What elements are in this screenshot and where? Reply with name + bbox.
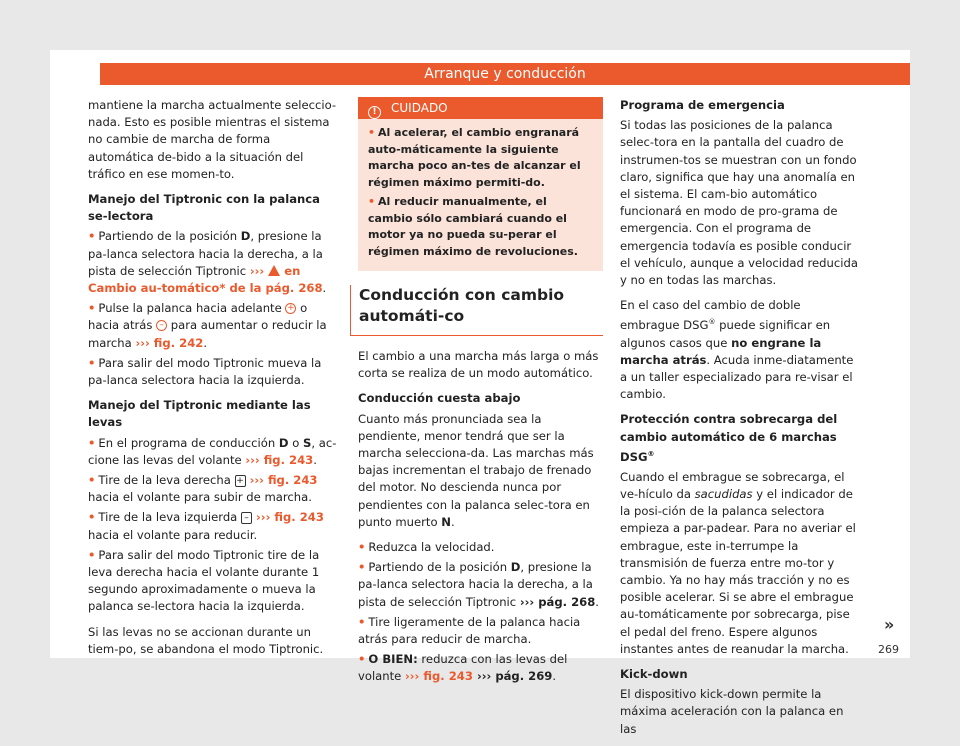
bullet-icon: • — [88, 435, 96, 450]
list-item: • Reduzca la velocidad. — [358, 540, 495, 555]
heading-paddles: Manejo del Tiptronic mediante las levas — [88, 398, 311, 430]
intro-paragraph: mantiene la marcha actualmente seleccio-nada. Esto es posible mientras el sistema no cambie de marcha de forma automática de-bido a la situación del tráfico en ese momen-to. — [88, 98, 337, 181]
paragraph: En el caso del cambio de doble embrague DSG® puede significar en algunos casos que no engrane la marcha atrás. Acuda inme-diatamente a un taller especializado para re-visar el cambio. — [620, 298, 854, 402]
warning-triangle-icon — [268, 265, 280, 276]
caution-title: CUIDADO — [391, 101, 448, 115]
page-reference[interactable]: ››› pág. 269 — [472, 669, 553, 684]
paragraph: Cuanto más pronunciada sea la pendiente, menor tendrá que ser la marcha selecciona-da. Las marchas más bajas incrementan el trabajo de frenado del motor. No descienda nunca por pendientes con la palanca selec-tora en punto muerto N. — [358, 411, 594, 529]
figure-reference[interactable]: ››› fig. 242 — [135, 335, 204, 350]
heading-kickdown: Kick-down — [620, 667, 688, 682]
figure-reference[interactable]: ››› fig. 243 — [245, 473, 318, 488]
bullet-icon: • — [88, 355, 96, 370]
plus-paddle-icon: + — [236, 475, 244, 486]
paragraph: El dispositivo kick-down permite la máxima aceleración con la palanca en las — [620, 687, 844, 736]
list-item: • Al acelerar, el cambio engranará auto-máticamente la siguiente marcha poco an-tes de alcanzar el régimen máximo permiti-do. — [368, 126, 581, 189]
bullet-icon: • — [368, 195, 376, 208]
manual-page — [50, 50, 910, 736]
paragraph: Cuando el embrague se sobrecarga, el ve-hículo da sacudidas y el indicador de la posi-ción de la palanca selectora empieza a par-padear. Para no averiar el embrague, este in-terrumpe la transmisión de fuerza entre mo-tor y cambio. Ya no hay más tracción y no es posible acelerar. Si se abre el embrague au-tomáticamente por sobrecarga, pise el pedal del freno. Espere algunos instantes antes de reanudar la marcha. — [620, 469, 856, 656]
page-reference[interactable]: ››› pág. 268 — [519, 594, 596, 609]
page-number: 269 — [878, 643, 899, 656]
list-item: • Para salir del modo Tiptronic mueva la pa-lanca selectora hacia la izquierda. — [88, 355, 322, 388]
bullet-icon: • — [358, 540, 366, 555]
continued-icon: » — [884, 615, 895, 634]
heading-emergency: Programa de emergencia — [620, 98, 785, 112]
outro-paragraph: Si las levas no se accionan durante un tiem-po, se abandona el modo Tiptronic. — [88, 624, 324, 656]
bullet-icon: • — [88, 473, 96, 488]
heading-overload: Protección contra sobrecarga del cambio automático de 6 marchas DSG® — [620, 412, 838, 464]
bullet-icon: • — [88, 229, 96, 244]
heading-selector-lever: Manejo del Tiptronic con la palanca se-lectora — [88, 192, 320, 224]
list-item: • Tire ligeramente de la palanca hacia atrás para reducir de marcha. — [358, 614, 581, 647]
bullet-icon: • — [358, 560, 366, 575]
list-item: • Pulse la palanca hacia adelante + o hacia atrás – para aumentar o reducir la marcha ››› fig. 242. — [88, 301, 327, 350]
caution-box — [358, 97, 603, 271]
list-item: • Tire de la leva izquierda – ››› fig. 243 hacia el volante para reducir. — [88, 510, 324, 542]
bullet-icon: • — [88, 301, 96, 316]
list-item: • Partiendo de la posición D, presione la pa-lanca selectora hacia la derecha, a la pista de selección Tiptronic ››› pág. 268. — [358, 560, 599, 609]
cross-reference[interactable]: ››› en Cambio au-tomático* de la pág. 268 — [88, 263, 323, 296]
chapter-header: Arranque y conducción — [100, 63, 910, 85]
paragraph: El cambio a una marcha más larga o más corta se realiza de un modo automático. — [358, 349, 599, 381]
list-item: • Partiendo de la posición D, presione la pa-lanca selectora hacia la derecha, a la pista de selección Tiptronic ››› en Cambio au-tomático* de la pág. 268. — [88, 229, 327, 296]
paragraph: Si todas las posiciones de la palanca selec-tora en la pantalla del cuadro de instrumen-tos se muestran con un fondo claro, significa que hay una anomalía en el sistema. El cam-bio automático funcionará en modo de pro-grama de emergencia. Con el programa de emergencia todavía es posible conducir el vehículo, aunque a velocidad reducida y no en todas las marchas. — [620, 118, 858, 288]
list-item: • Tire de la leva derecha + ››› fig. 243 hacia el volante para subir de marcha. — [88, 473, 318, 505]
figure-reference[interactable]: ››› fig. 243 — [251, 510, 324, 525]
column-left — [88, 97, 338, 666]
list-item: • En el programa de conducción D o S, ac-cione las levas del volante ››› fig. 243. — [88, 435, 337, 467]
heading-downhill: Conducción cuesta abajo — [358, 391, 521, 406]
section-title: Conducción con cambio automáti-co — [350, 285, 603, 336]
bullet-icon: • — [358, 652, 366, 667]
list-item: • Al reducir manualmente, el cambio sólo cambiará cuando el motor ya no pueda su-perar el régimen máximo de revoluciones. — [368, 195, 578, 258]
figure-reference[interactable]: ››› fig. 243 — [245, 452, 314, 467]
info-circle-icon: ! — [368, 106, 381, 119]
bullet-icon: • — [88, 510, 96, 525]
column-middle — [358, 97, 603, 689]
bullet-icon: • — [368, 126, 376, 139]
plus-key-icon: + — [287, 303, 295, 314]
caution-header — [358, 97, 603, 119]
caution-body — [358, 119, 603, 271]
bullet-icon: • — [358, 614, 366, 629]
list-item: • O BIEN: reduzca con las levas del volante ››› fig. 243 ››› pág. 269. — [358, 652, 568, 684]
minus-key-icon: – — [156, 320, 167, 331]
column-right — [620, 97, 860, 746]
list-item: • Para salir del modo Tiptronic tire de la leva derecha hacia el volante durante 1 segundo aproximadamente o mueva la palanca se-lectora hacia la izquierda. — [88, 547, 320, 614]
figure-reference[interactable]: ››› fig. 243 — [405, 669, 473, 684]
minus-paddle-icon: – — [241, 512, 252, 524]
bullet-icon: • — [88, 547, 96, 562]
